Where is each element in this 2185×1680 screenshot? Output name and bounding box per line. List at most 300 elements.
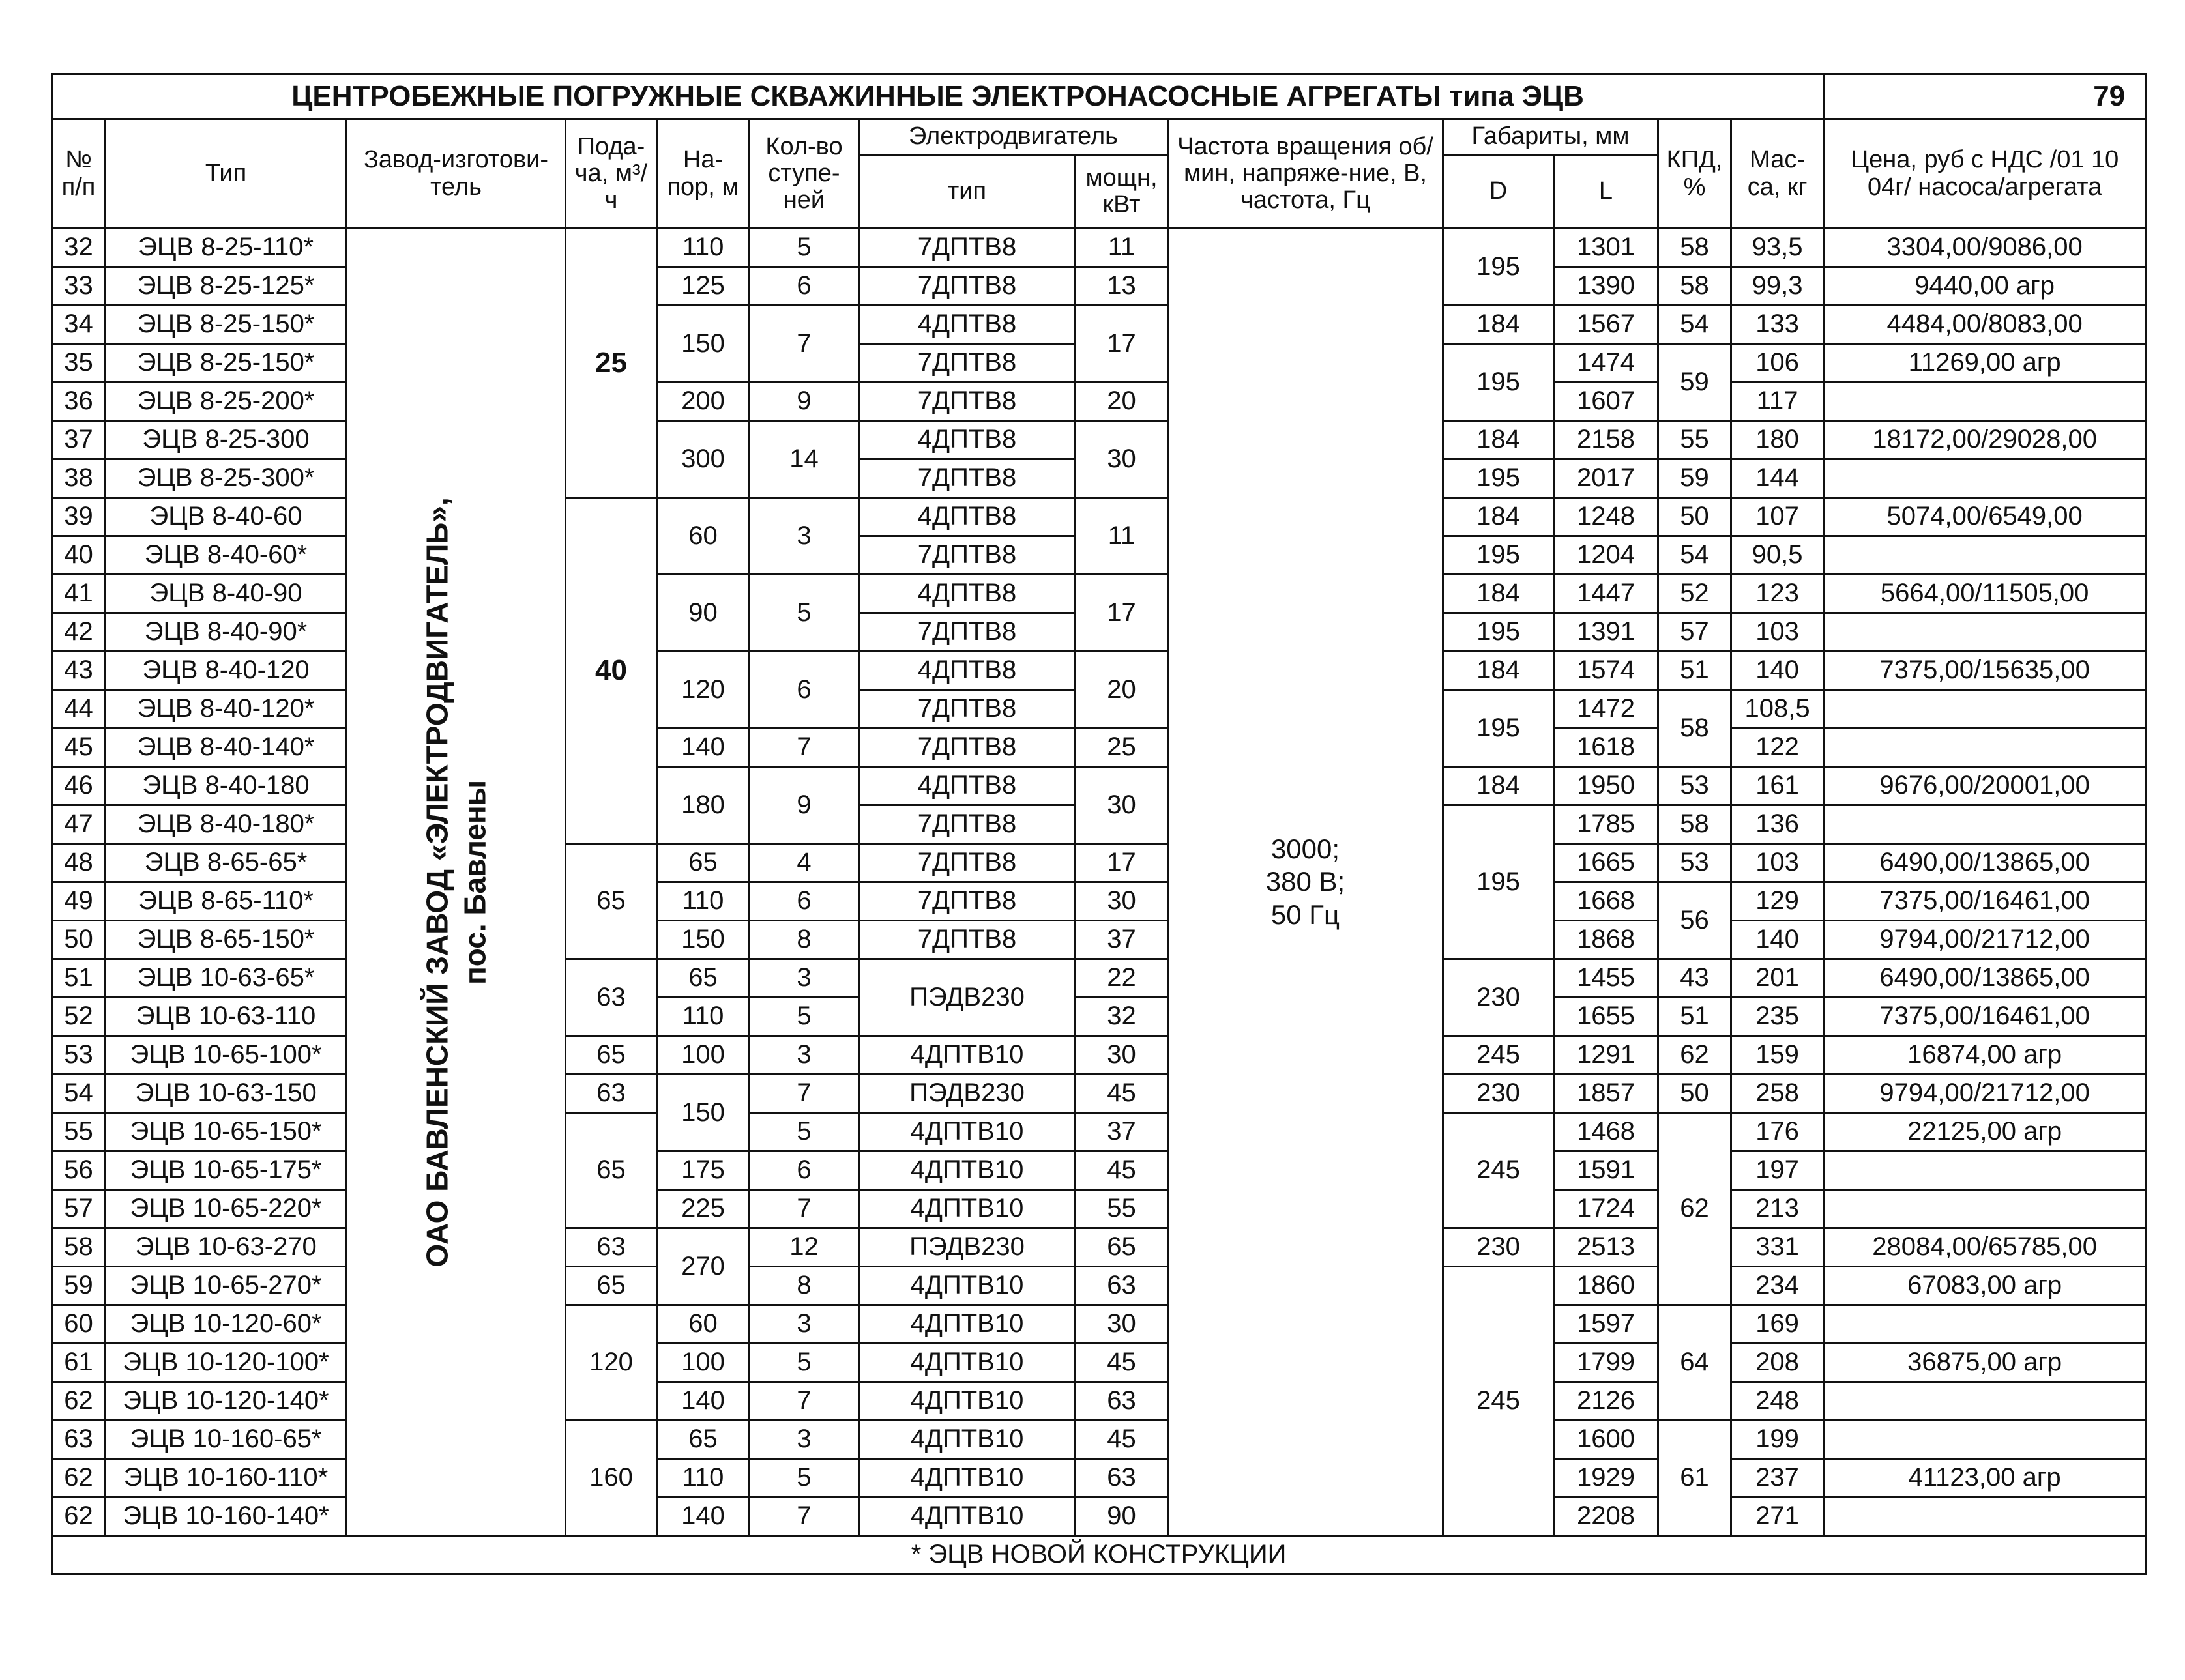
cell-mtype: 7ДПТВ8 <box>859 690 1076 729</box>
manufacturer-line2: пос. Бавлены <box>457 779 491 985</box>
cell-n: 50 <box>52 921 106 959</box>
cell-type: ЭЦВ 10-63-150 <box>106 1075 347 1113</box>
cell-d: 230 <box>1443 1075 1554 1113</box>
cell-n: 59 <box>52 1267 106 1305</box>
cell-l: 1668 <box>1554 882 1658 921</box>
cell-d: 184 <box>1443 652 1554 690</box>
cell-mtype: 4ДПТВ10 <box>859 1151 1076 1190</box>
cell-price: 9676,00/20001,00 <box>1824 767 2146 805</box>
cell-type: ЭЦВ 8-25-150* <box>106 344 347 383</box>
cell-price <box>1824 1305 2146 1344</box>
cell-head: 65 <box>657 844 750 882</box>
cell-l: 1607 <box>1554 383 1658 421</box>
cell-price: 28084,00/65785,00 <box>1824 1228 2146 1267</box>
cell-n: 34 <box>52 306 106 344</box>
cell-price <box>1824 613 2146 652</box>
cell-flow: 65 <box>566 1036 657 1075</box>
cell-kpd: 59 <box>1658 344 1731 421</box>
cell-d: 245 <box>1443 1267 1554 1536</box>
cell-mass: 103 <box>1731 844 1824 882</box>
header-stages: Кол-во ступе-ней <box>750 119 859 229</box>
cell-mass: 331 <box>1731 1228 1824 1267</box>
cell-mass: 140 <box>1731 652 1824 690</box>
cell-mtype: 4ДПТВ8 <box>859 306 1076 344</box>
cell-stages: 7 <box>750 1382 859 1421</box>
cell-l: 1291 <box>1554 1036 1658 1075</box>
cell-flow: 25 <box>566 229 657 498</box>
cell-kpd: 55 <box>1658 421 1731 459</box>
cell-power: 13 <box>1076 267 1168 306</box>
cell-l: 1204 <box>1554 536 1658 575</box>
cell-head: 60 <box>657 498 750 575</box>
cell-stages: 14 <box>750 421 859 498</box>
cell-mtype: 4ДПТВ8 <box>859 767 1076 805</box>
cell-price <box>1824 383 2146 421</box>
cell-mtype: 7ДПТВ8 <box>859 729 1076 767</box>
header-motor-type: тип <box>859 155 1076 229</box>
cell-kpd: 53 <box>1658 844 1731 882</box>
cell-n: 62 <box>52 1382 106 1421</box>
cell-kpd: 43 <box>1658 959 1731 998</box>
cell-n: 44 <box>52 690 106 729</box>
cell-n: 57 <box>52 1190 106 1228</box>
cell-type: ЭЦВ 8-65-150* <box>106 921 347 959</box>
cell-kpd: 57 <box>1658 613 1731 652</box>
cell-power: 30 <box>1076 421 1168 498</box>
cell-kpd: 58 <box>1658 690 1731 767</box>
cell-type: ЭЦВ 10-120-100* <box>106 1344 347 1382</box>
cell-head: 90 <box>657 575 750 652</box>
cell-kpd: 58 <box>1658 805 1731 844</box>
cell-power: 30 <box>1076 1305 1168 1344</box>
cell-mtype: 7ДПТВ8 <box>859 229 1076 267</box>
cell-power: 17 <box>1076 575 1168 652</box>
cell-price: 67083,00 агр <box>1824 1267 2146 1305</box>
cell-flow: 65 <box>566 1113 657 1228</box>
cell-n: 60 <box>52 1305 106 1344</box>
cell-mtype: ПЭДВ230 <box>859 959 1076 1036</box>
cell-d: 230 <box>1443 1228 1554 1267</box>
cell-head: 110 <box>657 998 750 1036</box>
cell-stages: 4 <box>750 844 859 882</box>
cell-kpd: 51 <box>1658 652 1731 690</box>
cell-mtype: 4ДПТВ10 <box>859 1382 1076 1421</box>
cell-d: 184 <box>1443 498 1554 536</box>
cell-kpd: 52 <box>1658 575 1731 613</box>
cell-price: 6490,00/13865,00 <box>1824 959 2146 998</box>
cell-kpd: 61 <box>1658 1421 1731 1536</box>
cell-d: 245 <box>1443 1036 1554 1075</box>
cell-kpd: 58 <box>1658 267 1731 306</box>
manufacturer-line1: ОАО БАВЛЕНСКИЙ ЗАВОД «ЭЛЕКТРОДВИГАТЕЛЬ», <box>420 497 454 1267</box>
cell-type: ЭЦВ 8-40-140* <box>106 729 347 767</box>
cell-price: 9440,00 агр <box>1824 267 2146 306</box>
cell-mtype: 4ДПТВ10 <box>859 1459 1076 1498</box>
cell-stages: 9 <box>750 767 859 844</box>
cell-type: ЭЦВ 8-40-60 <box>106 498 347 536</box>
cell-head: 140 <box>657 1382 750 1421</box>
cell-power: 45 <box>1076 1421 1168 1459</box>
cell-power: 90 <box>1076 1498 1168 1536</box>
cell-mass: 161 <box>1731 767 1824 805</box>
cell-flow: 160 <box>566 1421 657 1536</box>
header-motor: Электродвигатель <box>859 119 1168 155</box>
cell-power: 20 <box>1076 652 1168 729</box>
cell-n: 46 <box>52 767 106 805</box>
cell-l: 1390 <box>1554 267 1658 306</box>
cell-price <box>1824 1382 2146 1421</box>
cell-mtype: 4ДПТВ10 <box>859 1267 1076 1305</box>
cell-head: 140 <box>657 1498 750 1536</box>
cell-price: 5074,00/6549,00 <box>1824 498 2146 536</box>
cell-l: 2158 <box>1554 421 1658 459</box>
cell-d: 184 <box>1443 421 1554 459</box>
cell-l: 1600 <box>1554 1421 1658 1459</box>
cell-mass: 248 <box>1731 1382 1824 1421</box>
cell-head: 150 <box>657 1075 750 1151</box>
cell-price <box>1824 536 2146 575</box>
cell-mass: 136 <box>1731 805 1824 844</box>
cell-stages: 6 <box>750 267 859 306</box>
footnote: * ЭЦВ НОВОЙ КОНСТРУКЦИИ <box>52 1536 2146 1574</box>
cell-mtype: 4ДПТВ8 <box>859 575 1076 613</box>
cell-n: 42 <box>52 613 106 652</box>
cell-mtype: ПЭДВ230 <box>859 1228 1076 1267</box>
cell-d: 195 <box>1443 459 1554 498</box>
cell-l: 1301 <box>1554 229 1658 267</box>
cell-l: 1248 <box>1554 498 1658 536</box>
cell-price <box>1824 1421 2146 1459</box>
cell-d: 230 <box>1443 959 1554 1036</box>
cell-stages: 6 <box>750 882 859 921</box>
cell-power: 45 <box>1076 1151 1168 1190</box>
cell-stages: 3 <box>750 1421 859 1459</box>
cell-mtype: 4ДПТВ8 <box>859 421 1076 459</box>
cell-power: 37 <box>1076 1113 1168 1151</box>
cell-mtype: 4ДПТВ10 <box>859 1498 1076 1536</box>
cell-mass: 234 <box>1731 1267 1824 1305</box>
cell-mass: 176 <box>1731 1113 1824 1151</box>
cell-type: ЭЦВ 10-63-65* <box>106 959 347 998</box>
cell-l: 1868 <box>1554 921 1658 959</box>
cell-flow: 120 <box>566 1305 657 1421</box>
cell-n: 49 <box>52 882 106 921</box>
cell-kpd: 53 <box>1658 767 1731 805</box>
cell-mtype: 7ДПТВ8 <box>859 383 1076 421</box>
cell-mtype: 4ДПТВ10 <box>859 1113 1076 1151</box>
cell-kpd: 51 <box>1658 998 1731 1036</box>
cell-n: 43 <box>52 652 106 690</box>
cell-price: 4484,00/8083,00 <box>1824 306 2146 344</box>
cell-mtype: 4ДПТВ10 <box>859 1344 1076 1382</box>
cell-n: 37 <box>52 421 106 459</box>
cell-l: 1785 <box>1554 805 1658 844</box>
cell-d: 195 <box>1443 690 1554 767</box>
cell-mass: 208 <box>1731 1344 1824 1382</box>
price-list-page <box>51 73 2145 1575</box>
cell-power: 45 <box>1076 1344 1168 1382</box>
cell-type: ЭЦВ 8-40-90* <box>106 613 347 652</box>
cell-type: ЭЦВ 8-40-180 <box>106 767 347 805</box>
cell-mass: 199 <box>1731 1421 1824 1459</box>
cell-stages: 3 <box>750 959 859 998</box>
cell-mtype: 7ДПТВ8 <box>859 921 1076 959</box>
cell-stages: 7 <box>750 1190 859 1228</box>
cell-mass: 201 <box>1731 959 1824 998</box>
cell-mass: 108,5 <box>1731 690 1824 729</box>
manufacturer-label <box>418 497 493 1267</box>
cell-price <box>1824 1498 2146 1536</box>
cell-flow: 63 <box>566 1075 657 1113</box>
cell-mtype: 4ДПТВ10 <box>859 1421 1076 1459</box>
cell-stages: 7 <box>750 1075 859 1113</box>
cell-power: 30 <box>1076 767 1168 844</box>
cell-mass: 133 <box>1731 306 1824 344</box>
cell-price: 22125,00 агр <box>1824 1113 2146 1151</box>
cell-price <box>1824 690 2146 729</box>
cell-mtype: 4ДПТВ10 <box>859 1305 1076 1344</box>
cell-price: 9794,00/21712,00 <box>1824 921 2146 959</box>
cell-type: ЭЦВ 10-63-110 <box>106 998 347 1036</box>
cell-mass: 93,5 <box>1731 229 1824 267</box>
cell-type: ЭЦВ 10-65-270* <box>106 1267 347 1305</box>
cell-mass: 103 <box>1731 613 1824 652</box>
cell-kpd: 54 <box>1658 306 1731 344</box>
cell-n: 41 <box>52 575 106 613</box>
cell-mass: 169 <box>1731 1305 1824 1344</box>
cell-l: 1591 <box>1554 1151 1658 1190</box>
frequency-line2: 380 В; <box>1265 866 1345 897</box>
header-frequency: Частота вращения об/мин, напряже-ние, В, частота, Гц <box>1168 119 1443 229</box>
cell-mass: 258 <box>1731 1075 1824 1113</box>
header-price: Цена, руб с НДС /01 10 04г/ насоса/агрегата <box>1824 119 2146 229</box>
cell-price <box>1824 805 2146 844</box>
cell-head: 300 <box>657 421 750 498</box>
cell-type: ЭЦВ 8-25-300 <box>106 421 347 459</box>
cell-type: ЭЦВ 10-160-110* <box>106 1459 347 1498</box>
cell-stages: 5 <box>750 1113 859 1151</box>
cell-n: 58 <box>52 1228 106 1267</box>
cell-mass: 99,3 <box>1731 267 1824 306</box>
cell-n: 47 <box>52 805 106 844</box>
cell-power: 45 <box>1076 1075 1168 1113</box>
cell-power: 30 <box>1076 882 1168 921</box>
cell-d: 195 <box>1443 344 1554 421</box>
cell-stages: 6 <box>750 652 859 729</box>
cell-n: 45 <box>52 729 106 767</box>
cell-n: 33 <box>52 267 106 306</box>
cell-stages: 7 <box>750 1498 859 1536</box>
cell-l: 1950 <box>1554 767 1658 805</box>
cell-type: ЭЦВ 10-65-150* <box>106 1113 347 1151</box>
cell-kpd: 64 <box>1658 1305 1731 1421</box>
cell-l: 1724 <box>1554 1190 1658 1228</box>
cell-l: 1929 <box>1554 1459 1658 1498</box>
cell-mass: 123 <box>1731 575 1824 613</box>
cell-type: ЭЦВ 8-25-200* <box>106 383 347 421</box>
cell-type: ЭЦВ 10-65-175* <box>106 1151 347 1190</box>
cell-n: 53 <box>52 1036 106 1075</box>
cell-power: 63 <box>1076 1459 1168 1498</box>
cell-power: 20 <box>1076 383 1168 421</box>
cell-flow: 65 <box>566 844 657 959</box>
cell-stages: 8 <box>750 1267 859 1305</box>
header-flow: Пода-ча, м³/ч <box>566 119 657 229</box>
cell-mtype: 4ДПТВ10 <box>859 1036 1076 1075</box>
cell-flow: 65 <box>566 1267 657 1305</box>
cell-head: 65 <box>657 959 750 998</box>
cell-price: 18172,00/29028,00 <box>1824 421 2146 459</box>
cell-d: 184 <box>1443 575 1554 613</box>
cell-mass: 159 <box>1731 1036 1824 1075</box>
cell-head: 270 <box>657 1228 750 1305</box>
cell-price: 36875,00 агр <box>1824 1344 2146 1382</box>
cell-type: ЭЦВ 8-40-180* <box>106 805 347 844</box>
cell-head: 60 <box>657 1305 750 1344</box>
cell-head: 225 <box>657 1190 750 1228</box>
cell-price: 3304,00/9086,00 <box>1824 229 2146 267</box>
cell-power: 32 <box>1076 998 1168 1036</box>
cell-price: 7375,00/16461,00 <box>1824 882 2146 921</box>
cell-d: 184 <box>1443 306 1554 344</box>
cell-head: 110 <box>657 882 750 921</box>
cell-mtype: 4ДПТВ10 <box>859 1190 1076 1228</box>
cell-stages: 7 <box>750 729 859 767</box>
cell-n: 62 <box>52 1498 106 1536</box>
cell-stages: 5 <box>750 229 859 267</box>
cell-l: 1474 <box>1554 344 1658 383</box>
cell-mass: 197 <box>1731 1151 1824 1190</box>
cell-n: 63 <box>52 1421 106 1459</box>
cell-type: ЭЦВ 8-65-110* <box>106 882 347 921</box>
cell-stages: 9 <box>750 383 859 421</box>
cell-mtype: ПЭДВ230 <box>859 1075 1076 1113</box>
cell-price <box>1824 1190 2146 1228</box>
cell-stages: 3 <box>750 498 859 575</box>
cell-mass: 213 <box>1731 1190 1824 1228</box>
cell-head: 125 <box>657 267 750 306</box>
cell-type: ЭЦВ 8-25-110* <box>106 229 347 267</box>
cell-type: ЭЦВ 8-25-125* <box>106 267 347 306</box>
cell-l: 1567 <box>1554 306 1658 344</box>
cell-power: 25 <box>1076 729 1168 767</box>
cell-n: 40 <box>52 536 106 575</box>
cell-n: 38 <box>52 459 106 498</box>
cell-flow: 40 <box>566 498 657 844</box>
cell-type: ЭЦВ 10-65-100* <box>106 1036 347 1075</box>
cell-flow: 63 <box>566 959 657 1036</box>
cell-l: 1857 <box>1554 1075 1658 1113</box>
cell-head: 110 <box>657 1459 750 1498</box>
cell-price: 41123,00 агр <box>1824 1459 2146 1498</box>
cell-type: ЭЦВ 10-160-140* <box>106 1498 347 1536</box>
header-num: № п/п <box>52 119 106 229</box>
cell-l: 1455 <box>1554 959 1658 998</box>
cell-l: 2513 <box>1554 1228 1658 1267</box>
cell-d: 195 <box>1443 613 1554 652</box>
cell-kpd: 62 <box>1658 1113 1731 1305</box>
cell-stages: 5 <box>750 998 859 1036</box>
cell-stages: 8 <box>750 921 859 959</box>
cell-type: ЭЦВ 10-120-140* <box>106 1382 347 1421</box>
cell-kpd: 50 <box>1658 1075 1731 1113</box>
cell-price: 16874,00 агр <box>1824 1036 2146 1075</box>
header-manufacturer: Завод-изготови-тель <box>347 119 566 229</box>
cell-price <box>1824 459 2146 498</box>
cell-l: 2208 <box>1554 1498 1658 1536</box>
cell-head: 180 <box>657 767 750 844</box>
cell-head: 150 <box>657 921 750 959</box>
cell-flow: 63 <box>566 1228 657 1267</box>
cell-n: 39 <box>52 498 106 536</box>
cell-stages: 5 <box>750 1459 859 1498</box>
cell-n: 48 <box>52 844 106 882</box>
cell-price: 11269,00 агр <box>1824 344 2146 383</box>
cell-power: 11 <box>1076 498 1168 575</box>
cell-stages: 3 <box>750 1305 859 1344</box>
cell-mass: 180 <box>1731 421 1824 459</box>
cell-l: 2126 <box>1554 1382 1658 1421</box>
cell-mass: 129 <box>1731 882 1824 921</box>
cell-price <box>1824 1151 2146 1190</box>
cell-mass: 144 <box>1731 459 1824 498</box>
cell-stages: 3 <box>750 1036 859 1075</box>
cell-head: 175 <box>657 1151 750 1190</box>
cell-power: 55 <box>1076 1190 1168 1228</box>
frequency-cell <box>1168 229 1443 1536</box>
cell-n: 61 <box>52 1344 106 1382</box>
cell-type: ЭЦВ 8-40-60* <box>106 536 347 575</box>
pump-table <box>51 73 2147 1575</box>
cell-head: 65 <box>657 1421 750 1459</box>
cell-power: 17 <box>1076 844 1168 882</box>
cell-l: 1391 <box>1554 613 1658 652</box>
cell-stages: 5 <box>750 1344 859 1382</box>
cell-mass: 237 <box>1731 1459 1824 1498</box>
cell-n: 55 <box>52 1113 106 1151</box>
cell-kpd: 58 <box>1658 229 1731 267</box>
cell-d: 184 <box>1443 767 1554 805</box>
cell-n: 51 <box>52 959 106 998</box>
cell-n: 32 <box>52 229 106 267</box>
header-head: На-пор, м <box>657 119 750 229</box>
cell-kpd: 62 <box>1658 1036 1731 1075</box>
cell-price: 5664,00/11505,00 <box>1824 575 2146 613</box>
cell-kpd: 54 <box>1658 536 1731 575</box>
header-efficiency: КПД, % <box>1658 119 1731 229</box>
cell-kpd: 50 <box>1658 498 1731 536</box>
cell-price: 7375,00/16461,00 <box>1824 998 2146 1036</box>
cell-n: 56 <box>52 1151 106 1190</box>
cell-type: ЭЦВ 8-25-150* <box>106 306 347 344</box>
cell-mtype: 4ДПТВ8 <box>859 498 1076 536</box>
cell-l: 1618 <box>1554 729 1658 767</box>
cell-mtype: 7ДПТВ8 <box>859 536 1076 575</box>
cell-power: 17 <box>1076 306 1168 383</box>
cell-head: 100 <box>657 1344 750 1382</box>
cell-price <box>1824 729 2146 767</box>
cell-d: 245 <box>1443 1113 1554 1228</box>
cell-type: ЭЦВ 10-65-220* <box>106 1190 347 1228</box>
cell-d: 195 <box>1443 229 1554 306</box>
header-dimensions: Габариты, мм <box>1443 119 1658 155</box>
cell-n: 52 <box>52 998 106 1036</box>
cell-mass: 271 <box>1731 1498 1824 1536</box>
cell-mass: 106 <box>1731 344 1824 383</box>
cell-l: 1574 <box>1554 652 1658 690</box>
cell-head: 140 <box>657 729 750 767</box>
cell-power: 11 <box>1076 229 1168 267</box>
